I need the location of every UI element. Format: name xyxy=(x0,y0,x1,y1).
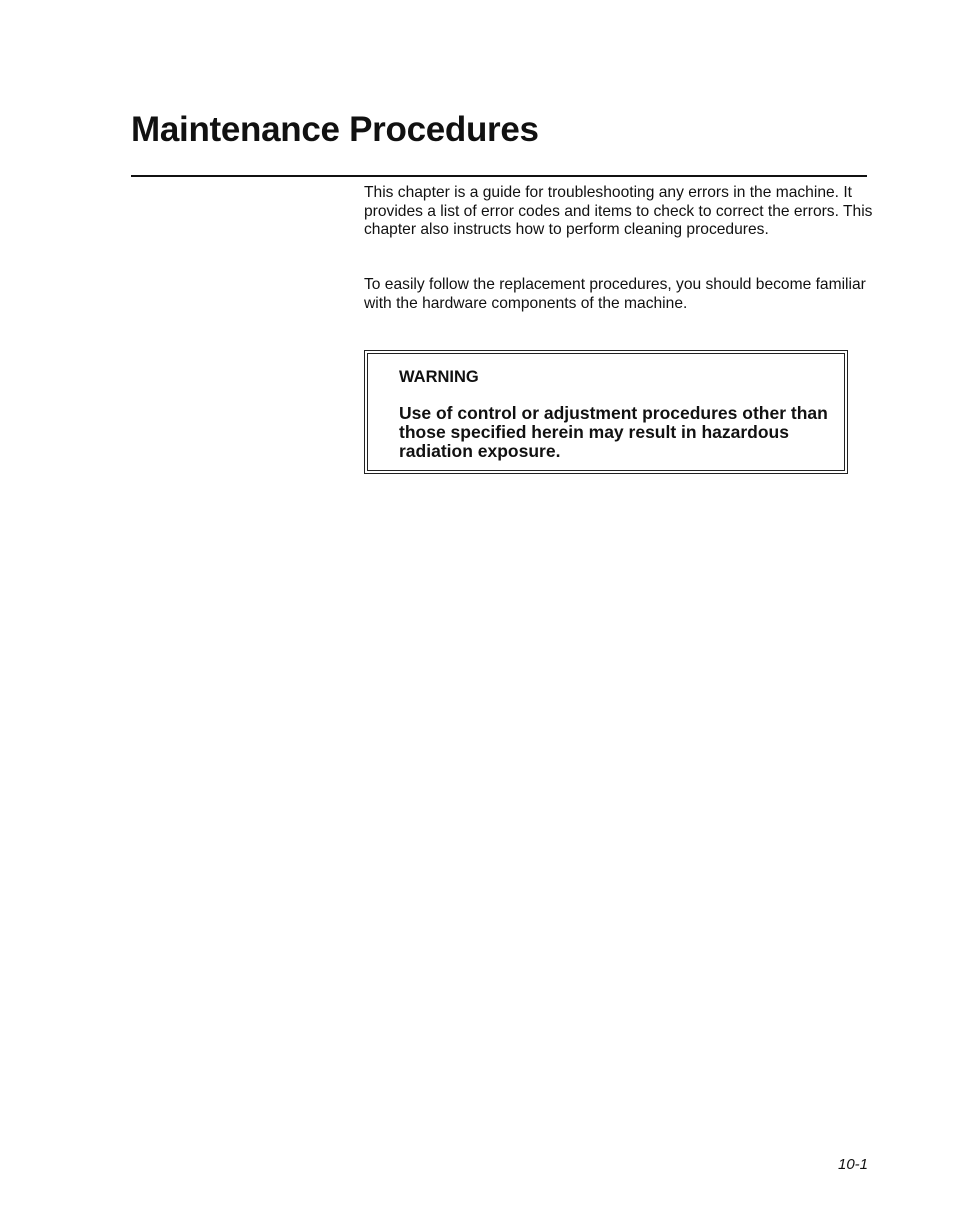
warning-box xyxy=(364,350,848,474)
replacement-paragraph: To easily follow the replacement procedures, you should become familiar with the hardware components of the machine. xyxy=(364,276,866,312)
intro-paragraph: This chapter is a guide for troubleshooting any errors in the machine. It provides a list of error codes and items to check to correct the errors. This chapter also instructs how to perform cleaning procedures. xyxy=(364,184,873,239)
page-number: 10-1 xyxy=(838,1156,869,1173)
page-title: Maintenance Procedures xyxy=(131,110,539,149)
warning-text: Use of control or adjustment procedures other than those specified herein may result in hazardous radiation exposure. xyxy=(399,403,828,461)
title-rule xyxy=(131,175,867,177)
warning-heading: WARNING xyxy=(399,368,479,386)
